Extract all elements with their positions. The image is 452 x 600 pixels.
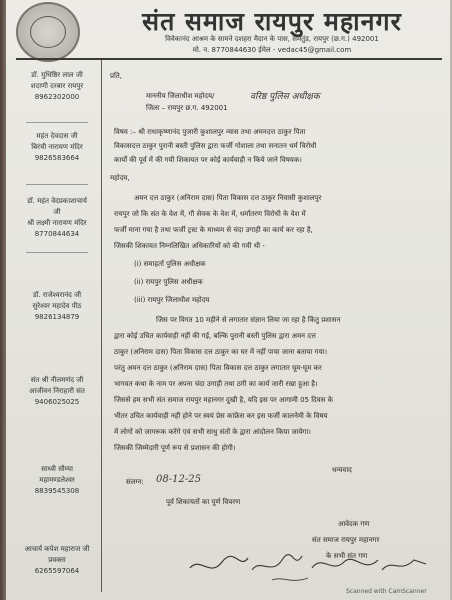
body-line: अमन दत्त ठाकुर (अनिराम दास) पिता विकास दत्त ठाकुर निवासी कुशालपुर xyxy=(134,194,322,202)
sidebar-member xyxy=(16,70,98,103)
body-line: द्वारा कोई उचित कार्यवाही नहीं की गई, बल्कि पुरानी बस्ती पुलिस द्वारा अमन दत्त xyxy=(114,332,316,340)
sidebar-divider xyxy=(101,60,102,592)
member-name: आचार्य कपेश महाराज जी xyxy=(24,545,90,553)
member-name: डॉ. युधिष्ठिर लाल जी xyxy=(31,71,83,79)
letterhead-title: संत समाज रायपुर महानगर xyxy=(142,7,402,36)
member-title: प्रवक्ता xyxy=(48,556,66,564)
member-title: आजीवन निराहारी संत xyxy=(29,387,85,395)
sidebar-member xyxy=(16,196,98,240)
official-item: (i) समाहर्ता पुलिस अधीक्षक xyxy=(134,260,206,268)
header-divider xyxy=(16,58,442,60)
body-line: रायपुर जो कि संत के वेश में, गौ सेवक के वेश में, धर्मांतरण विरोधी के वेश में xyxy=(114,210,306,218)
official-item: (ii) रायपुर पुलिस अधीक्षक xyxy=(134,278,203,286)
signoff-line: के सभी संत गण xyxy=(326,552,368,560)
body-line: ठाकुर (अनिराम दास) पिता विकास दत्त ठाकुर का घर में नहीं पाया जाना बताया गया। xyxy=(114,348,328,356)
member-title: श्री लक्ष्मी नारायण मंदिर xyxy=(27,219,87,227)
member-phone: 6265597064 xyxy=(34,567,80,575)
enclosure-label: संलग्न: xyxy=(126,478,144,486)
subject-line: कार्यों की पूर्व में की गयी शिकायत पर कोई कार्यवाही न किये जाने विषयक। xyxy=(114,156,302,164)
member-phone: 9406025025 xyxy=(34,398,80,406)
organization-seal-logo xyxy=(16,2,80,62)
member-phone: 9826134879 xyxy=(34,313,80,321)
official-item: (iii) रायपुर जिलाधीश महोदय xyxy=(134,296,210,304)
letterhead-page xyxy=(6,0,450,600)
handwritten-signatures xyxy=(182,540,432,590)
subject-line: विषय :– श्री राधाकृष्णानंद पुजारी कुशालपुर न्यास तथा अमनदत्त ठाकुर पिता xyxy=(114,128,306,136)
body-line: जिससे हम सभी संत समाज रायपुर महानगर दुखी है, यदि इस पर आगामी 05 दिवस के xyxy=(114,396,333,404)
subject-line: विकासदत्त ठाकुर पुरानी बस्ती पुलिस द्वारा फर्जी गोशाला तथा सनातन धर्म विरोधी xyxy=(114,142,317,150)
letterhead-contact: मो. न. 8770844630 ईमेल - vedac45@gmail.com xyxy=(192,46,352,54)
member-phone: 8770844634 xyxy=(34,230,80,238)
member-name: साध्वी सौम्या xyxy=(41,465,73,473)
body-line: परंतु अमन दत्त ठाकुर (अनिराम दास) पिता विकास दत्त ठाकुर लगातार घूम-घूम कर xyxy=(114,364,322,372)
salutation: महोदय, xyxy=(110,174,130,182)
enclosure-text: पूर्व शिकायतों का पूर्ण विवरण xyxy=(166,498,241,506)
body-line: में लोगों को जागरूक करेंगे एवं सभी साधु संतों के द्वारा आंदोलन किया जायेगा। xyxy=(114,428,311,436)
member-name-suffix: जी xyxy=(53,208,61,216)
member-name: संत श्री नीलमणंद जी xyxy=(30,376,84,384)
recipient-prefix: प्रति, xyxy=(110,72,123,80)
sidebar-member xyxy=(16,464,98,497)
signoff-line: संत समाज रायपुर महानगर xyxy=(312,536,380,544)
sidebar-member xyxy=(16,375,98,408)
enclosure-handwritten-date: 08-12-25 xyxy=(156,474,201,485)
sidebar-separator xyxy=(26,184,88,185)
member-title: बिरंची नारायण मंदिर xyxy=(31,143,83,151)
body-line: जिस पर विगत 10 महीने से लगातार संज्ञान लिया जा रहा है किंतु प्रशासन xyxy=(156,316,341,324)
sidebar-member xyxy=(16,131,98,164)
sidebar-separator xyxy=(26,252,88,253)
scanner-watermark: Scanned with CamScanner xyxy=(346,588,427,595)
sidebar-member xyxy=(16,544,98,577)
sidebar-separator xyxy=(26,122,88,123)
member-title: सुरेश्वर महादेव पीठ xyxy=(32,302,82,310)
member-name: डॉ. महंत वेदप्रकाशाचार्य xyxy=(27,197,87,205)
body-line: भागवत कथा के नाम पर अपना चंदा उगाही तथा ठगी का कार्य जारी रखा हुआ है। xyxy=(114,380,318,388)
member-title: शदाणी दरबार रायपुर xyxy=(30,82,84,90)
member-title: महामण्डलेश्वर xyxy=(39,476,75,484)
body-line: भीतर उचित कार्यवाही नहीं होने पर स्वयं प्रेस कांफ्रेंस कर इस फर्जी कालनेमी के विषय xyxy=(114,412,328,420)
closing: धन्यवाद xyxy=(332,466,352,474)
member-phone: 9826583664 xyxy=(34,154,80,162)
recipient-handwritten-designation: वरिष्ठ पुलिस अधीक्षक xyxy=(250,92,320,102)
signoff-line: आवेदक गण xyxy=(338,520,370,528)
member-name: महंत देवदास जी xyxy=(36,132,78,140)
recipient-district: जिला – रायपुर छ.ग. 492001 xyxy=(146,104,228,112)
member-name: डॉ. राजेश्वरानंद जी xyxy=(32,291,82,299)
body-line: फर्जी माना गया है तथा फर्जी ट्रस्ट के माध्यम से चंदा उगाही का कार्य कर रहा है, xyxy=(114,226,313,234)
body-line: जिसकी शिकायत निम्नलिखित अधिकारियों को की गयी थी - xyxy=(114,242,265,250)
recipient-designation: माननीय जिलाधीश महोदय/ xyxy=(146,92,215,100)
member-phone: 8839545308 xyxy=(34,487,80,495)
body-line: जिसकी जिम्मेदारी पूर्ण रूप से प्रशासन की होगी। xyxy=(114,444,236,452)
letterhead-address: विवेकानंद आश्रम के सामने दशहरा मैदान के पास, समतुंड, रायपुर (छ.ग.) 492001 xyxy=(165,35,379,43)
sidebar-member xyxy=(16,290,98,323)
member-phone: 8962302000 xyxy=(34,93,80,101)
